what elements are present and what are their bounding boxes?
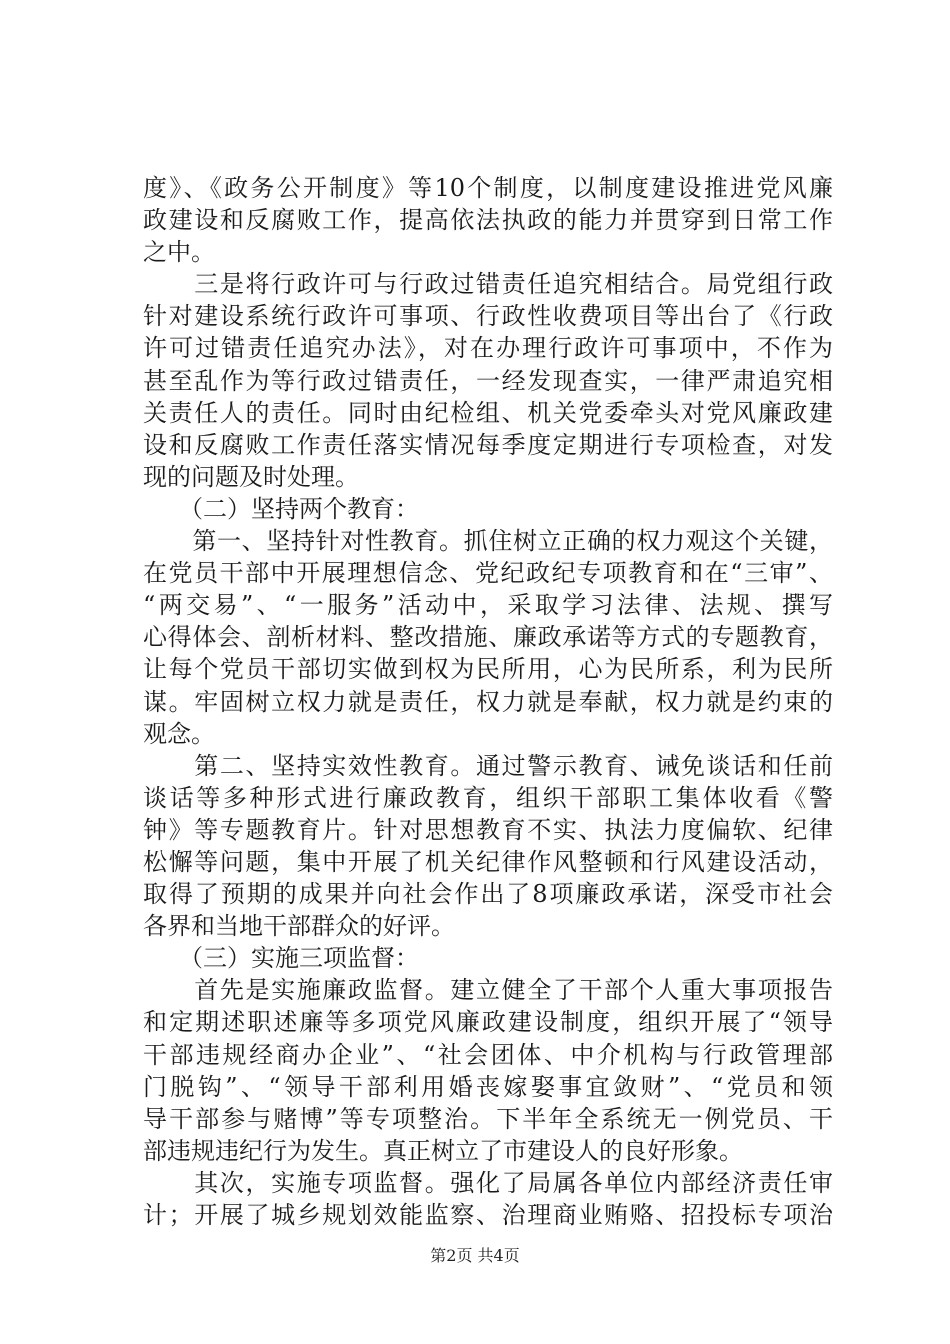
text-line: 其次，实施专项监督。强化了局属各单位内部经济责任审	[143, 1168, 833, 1197]
text-line: 三是将行政许可与行政过错责任追究相结合。局党组行政	[143, 270, 833, 299]
text-line: 部违规违纪行为发生。真正树立了市建设人的良好形象。	[143, 1136, 743, 1165]
text-line: 让每个党员干部切实做到权为民所用，心为民所系，利为民所	[143, 655, 833, 684]
text-line: （二）坚持两个教育：	[143, 494, 419, 523]
text-line: 设和反腐败工作责任落实情况每季度定期进行专项检查，对发	[143, 430, 833, 459]
text-line: 第一、坚持针对性教育。抓住树立正确的权力观这个关键，	[143, 527, 833, 556]
text-line: 度》、《政务公开制度》等10个制度，以制度建设推进党风廉	[143, 174, 833, 202]
text-line: 针对建设系统行政许可事项、行政性收费项目等出台了《行政	[143, 302, 833, 331]
text-line: 干部违规经商办企业”、“社会团体、中介机构与行政管理部	[143, 1040, 833, 1069]
text-line: 谋。牢固树立权力就是责任，权力就是奉献，权力就是约束的	[143, 687, 833, 716]
page-footer: 第2页 共4页	[430, 1246, 520, 1265]
text-line: “两交易”、“一服务”活动中，采取学习法律、法规、撰写	[143, 591, 833, 620]
text-line: 和定期述职述廉等多项党风廉政建设制度，组织开展了“领导	[143, 1008, 833, 1037]
text-line: 松懈等问题，集中开展了机关纪律作风整顿和行风建设活动，	[143, 847, 833, 876]
text-line: 甚至乱作为等行政过错责任，一经发现查实，一律严肃追究相	[143, 366, 833, 395]
text-line: 心得体会、剖析材料、整改措施、廉政承诺等方式的专题教育，	[143, 623, 833, 652]
text-line: 之中。	[143, 238, 215, 267]
text-line: （三）实施三项监督：	[143, 944, 419, 973]
text-line: 现的问题及时处理。	[143, 462, 359, 491]
text-line: 谈话等多种形式进行廉政教育，组织干部职工集体收看《警	[143, 783, 833, 812]
text-line: 导干部参与赌博”等专项整治。下半年全系统无一例党员、干	[143, 1104, 833, 1133]
text-line: 取得了预期的成果并向社会作出了8项廉政承诺，深受市社会	[143, 880, 833, 909]
text-line: 计；开展了城乡规划效能监察、治理商业贿赂、招投标专项治	[143, 1201, 833, 1229]
text-line: 各界和当地干部群众的好评。	[143, 912, 455, 941]
body-text	[143, 172, 833, 1231]
text-line: 在党员干部中开展理想信念、党纪政纪专项教育和在“三审”、	[143, 559, 833, 588]
text-line: 钟》等专题教育片。针对思想教育不实、执法力度偏软、纪律	[143, 815, 833, 844]
text-line: 观念。	[143, 719, 215, 748]
text-line: 关责任人的责任。同时由纪检组、机关党委牵头对党风廉政建	[143, 398, 833, 427]
text-line: 许可过错责任追究办法》，对在办理行政许可事项中，不作为	[143, 334, 833, 363]
text-line: 第二、坚持实效性教育。通过警示教育、诫免谈话和任前	[143, 751, 833, 780]
text-line: 首先是实施廉政监督。建立健全了干部个人重大事项报告	[143, 976, 833, 1005]
text-line: 政建设和反腐败工作，提高依法执政的能力并贯穿到日常工作	[143, 206, 833, 235]
text-line: 门脱钩”、“领导干部利用婚丧嫁娶事宜敛财”、“党员和领	[143, 1072, 833, 1101]
